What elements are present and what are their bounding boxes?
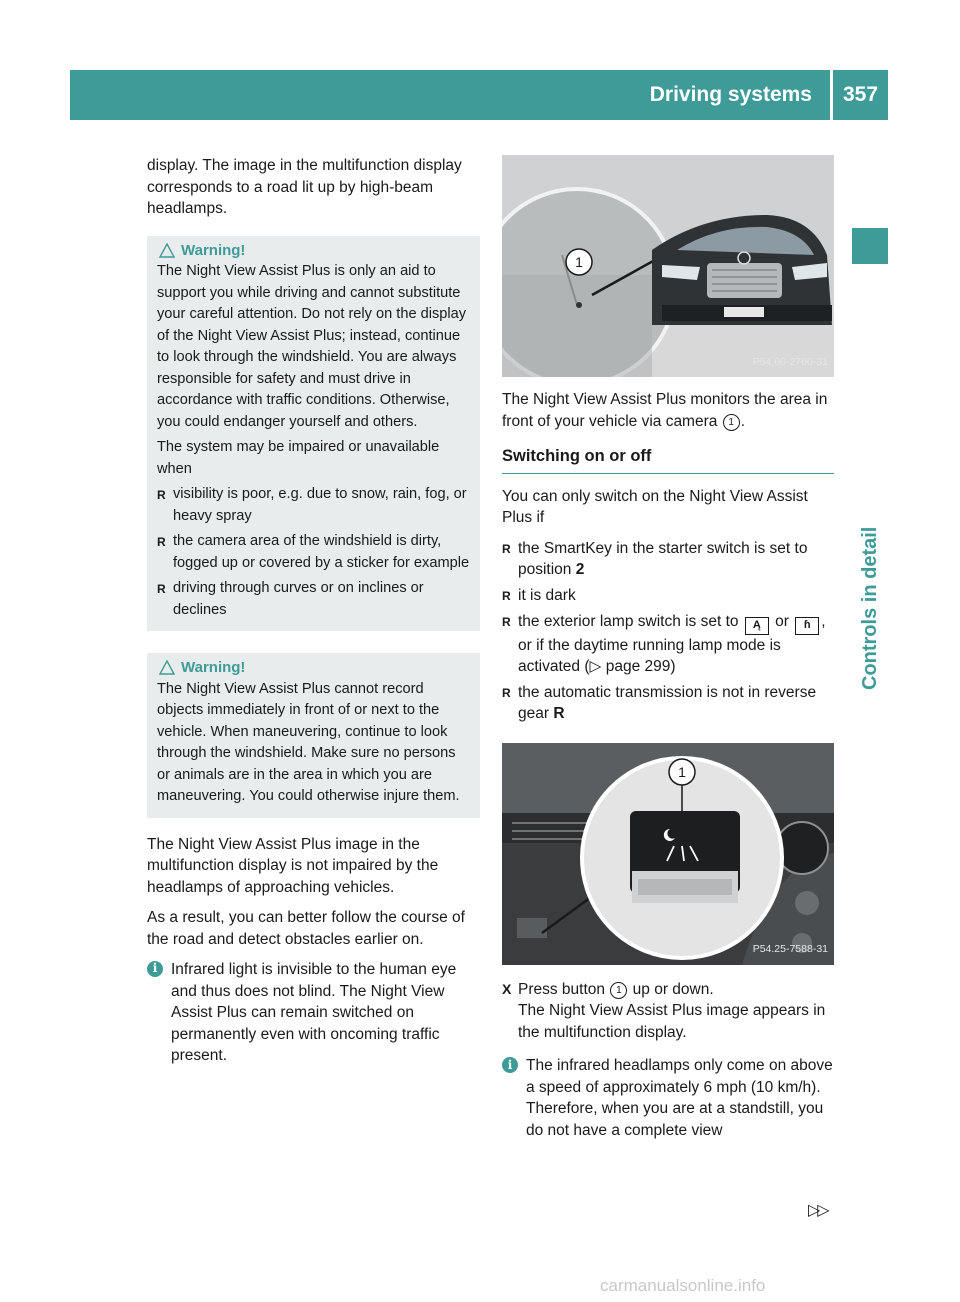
list-item: R it is dark (502, 586, 576, 604)
section-title: Driving systems (649, 83, 812, 106)
body-paragraph: As a result, you can better follow the course of the road and detect obstacles earlier on. (147, 909, 465, 948)
figure-code: P54.25-7588-31 (752, 943, 828, 956)
low-beam-symbol-icon: ɦ (795, 617, 819, 635)
auto-lamp-symbol-icon: Ą (745, 617, 769, 635)
info-note: i The infrared headlamps only come on above a speed of approximately 6 mph (10 km/h). Therefore, when you are at a standstill, you do not have a complete view (502, 1055, 834, 1141)
info-note: i Infrared light is invisible to the human eye and thus does not blind. The Night View Assist Plus can remain switched on permanently even with oncoming traffic present. (147, 959, 480, 1067)
body-paragraph: The Night View Assist Plus image in the multifunction display is not impaired by the headlamps of approaching vehicles. (147, 835, 439, 896)
callout-1-icon: 1 (723, 414, 740, 431)
list-item: R visibility is poor, e.g. due to snow, rain, fog, or heavy spray (157, 486, 467, 524)
dashboard-illustration (502, 743, 834, 965)
warning-text: The Night View Assist Plus cannot record objects immediately in front of or next to the vehicle. When maneuvering, continue to look through the windshield. Make sure no persons or animals are in the area in which you are maneuvering. You could otherwise injure them. (157, 680, 460, 804)
warning-triangle-icon (159, 660, 175, 675)
svg-text:1: 1 (678, 763, 686, 780)
info-icon: i (502, 1057, 518, 1073)
monitor-paragraph: The Night View Assist Plus monitors the area in front of your vehicle via camera 1 . (502, 391, 828, 430)
header-bar (70, 70, 888, 120)
page-number: 357 (842, 83, 879, 106)
list-item: R driving through curves or on inclines or declines (157, 580, 424, 618)
right-column (502, 155, 834, 1141)
warning-box-2 (147, 653, 480, 818)
figure-car-camera (502, 155, 834, 377)
warning-heading: Warning! (159, 657, 470, 679)
warning-text: The Night View Assist Plus is only an aid to support you while driving and cannot substitute your careful attention. Do not rely on the display of the Night View Assist Plus; instead, continue to look through the windshield. You are always responsible for safety and must drive in accordance with traffic conditions. Otherwise, you could endanger yourself and others. (157, 263, 467, 430)
intro-paragraph: display. The image in the multifunction display corresponds to a road lit up by high-beam headlamps. (147, 157, 462, 217)
info-icon: i (147, 961, 163, 977)
page-reference[interactable]: ▷ page 299) (589, 658, 676, 676)
warning-text: The system may be impaired or unavailable when (157, 439, 440, 477)
car-illustration (502, 155, 834, 377)
figure-dashboard-button (502, 743, 834, 965)
list-item: R the SmartKey in the starter switch is set to position 2 (502, 539, 808, 578)
warning-heading: Warning! (159, 240, 470, 262)
callout-1-icon: 1 (610, 982, 627, 999)
instruction-step: X Press button 1 up or down. The Night View Assist Plus image appears in the multifunction display. (502, 980, 826, 1041)
warning-triangle-icon (159, 243, 175, 258)
list-item: R the exterior lamp switch is set to Ą or ɦ , or if the daytime running lamp mode is activated (▷ page 299) (502, 613, 826, 676)
switch-intro: You can only switch on the Night View Assist Plus if (502, 487, 808, 526)
warning-box-1 (147, 236, 480, 632)
list-item: R the camera area of the windshield is dirty, fogged up or covered by a sticker for example (157, 533, 470, 571)
side-tab-marker (852, 228, 888, 264)
step-result: The Night View Assist Plus image appears in the multifunction display. (518, 1002, 826, 1041)
left-column (147, 155, 480, 1067)
svg-text:1: 1 (575, 254, 583, 270)
side-tab-label: Controls in detail (859, 526, 881, 690)
figure-code: P54.00-2760-31 (752, 355, 828, 368)
section-heading: Switching on or off (502, 446, 834, 474)
continue-arrow-icon: ▷▷ (808, 1202, 827, 1219)
list-item: R the automatic transmission is not in reverse gear R (502, 683, 817, 723)
watermark: carmanualsonline.info (600, 1276, 766, 1295)
